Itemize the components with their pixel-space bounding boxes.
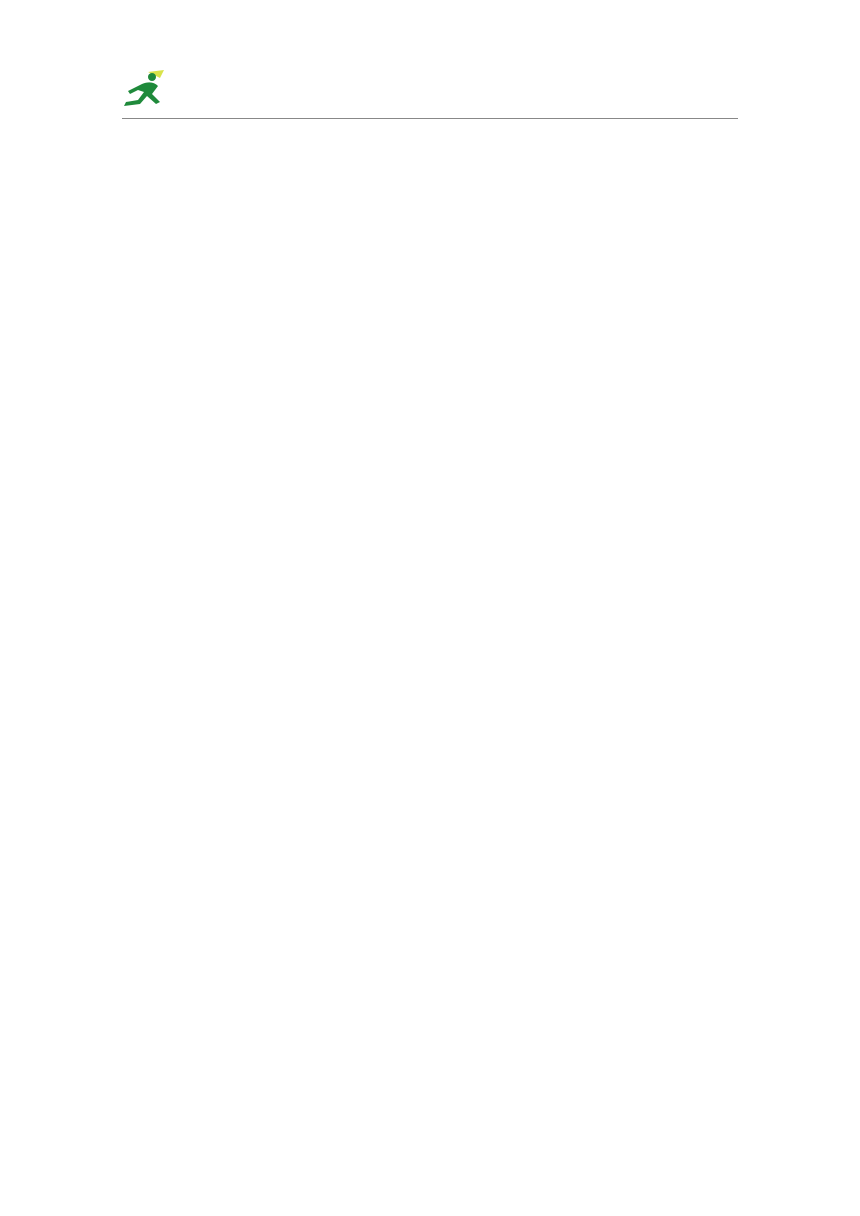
page-header [0, 0, 860, 125]
runner-logo-icon [122, 68, 174, 112]
section-gap [130, 137, 750, 182]
question-23 [130, 318, 750, 352]
question-28 [130, 567, 750, 601]
question-27 [130, 533, 750, 567]
question-22 [130, 284, 750, 318]
question-21 [130, 250, 750, 284]
logo [122, 68, 292, 116]
header-divider [122, 118, 738, 119]
question-25 [130, 465, 750, 499]
question-26 [130, 499, 750, 533]
question-20 [130, 216, 750, 250]
section-4-title [130, 182, 750, 216]
exam-content [130, 137, 750, 635]
question-29 [130, 601, 750, 635]
question-24 [130, 352, 750, 386]
section-gap [130, 386, 750, 431]
section-5-title [130, 431, 750, 465]
